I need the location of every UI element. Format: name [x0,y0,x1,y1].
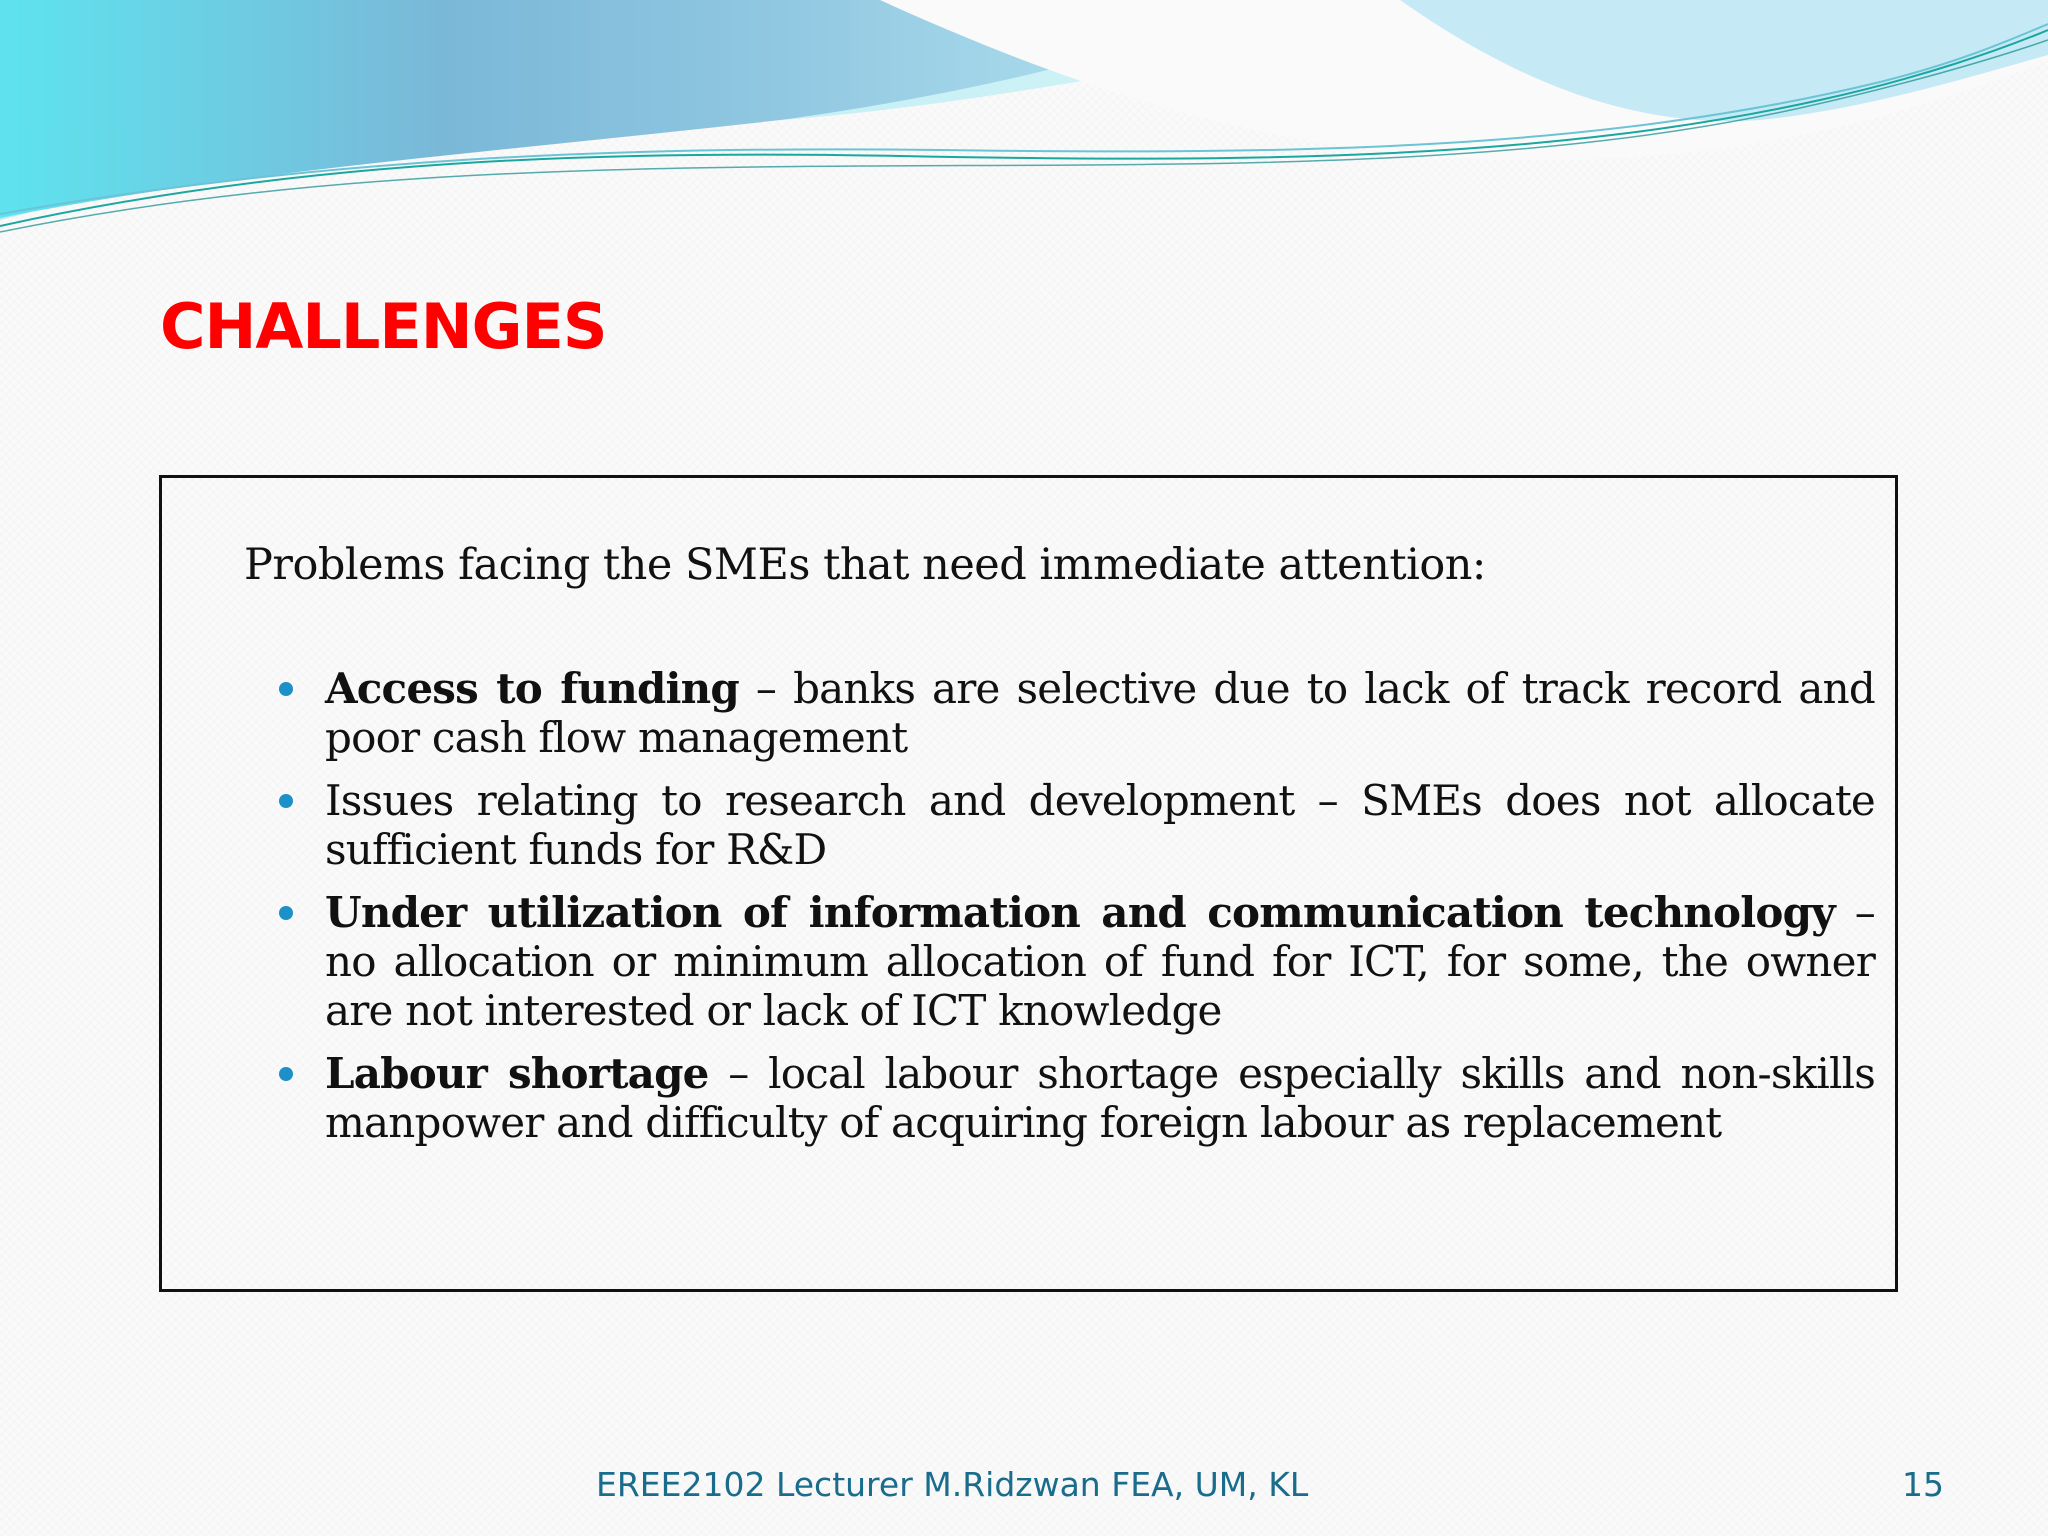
bullet-item-labour [162,1049,1895,1147]
bullet-item-ict [162,888,1895,1035]
bullet-item-rnd [162,776,1895,874]
bullet-text-rnd: Issues relating to research and development – SMEs does not allocate sufficient funds for R&D [325,776,1875,874]
bullet-text-labour: – local labour shortage especially skills and non-skills manpower and difficulty of acquiring foreign labour as replacement [325,1049,1875,1147]
content-box [159,475,1898,1292]
slide-title: CHALLENGES [160,290,607,363]
bullet-text-funding: – banks are selective due to lack of track record and poor cash flow management [325,664,1876,762]
bullet-dot-icon [279,794,293,808]
intro-text: Problems facing the SMEs that need immediate attention: [244,540,1486,590]
bullet-bold-labour: Labour shortage [325,1049,709,1098]
bullet-list [162,664,1895,1161]
footer-course-info: EREE2102 Lecturer M.Ridzwan FEA, UM, KL [596,1465,1309,1504]
bullet-bold-funding: Access to funding [325,664,739,713]
page-number: 15 [1902,1465,1944,1504]
bullet-item-funding [162,664,1895,762]
bullet-bold-ict: Under utilization of information and communication technology [325,888,1835,937]
bullet-text-ict: – no allocation or minimum allocation of fund for ICT, for some, the owner are not interested or lack of ICT knowledge [325,888,1875,1035]
header-wave-decoration [0,0,2048,240]
bullet-dot-icon [279,1067,293,1081]
bullet-dot-icon [279,682,293,696]
bullet-dot-icon [279,906,293,920]
